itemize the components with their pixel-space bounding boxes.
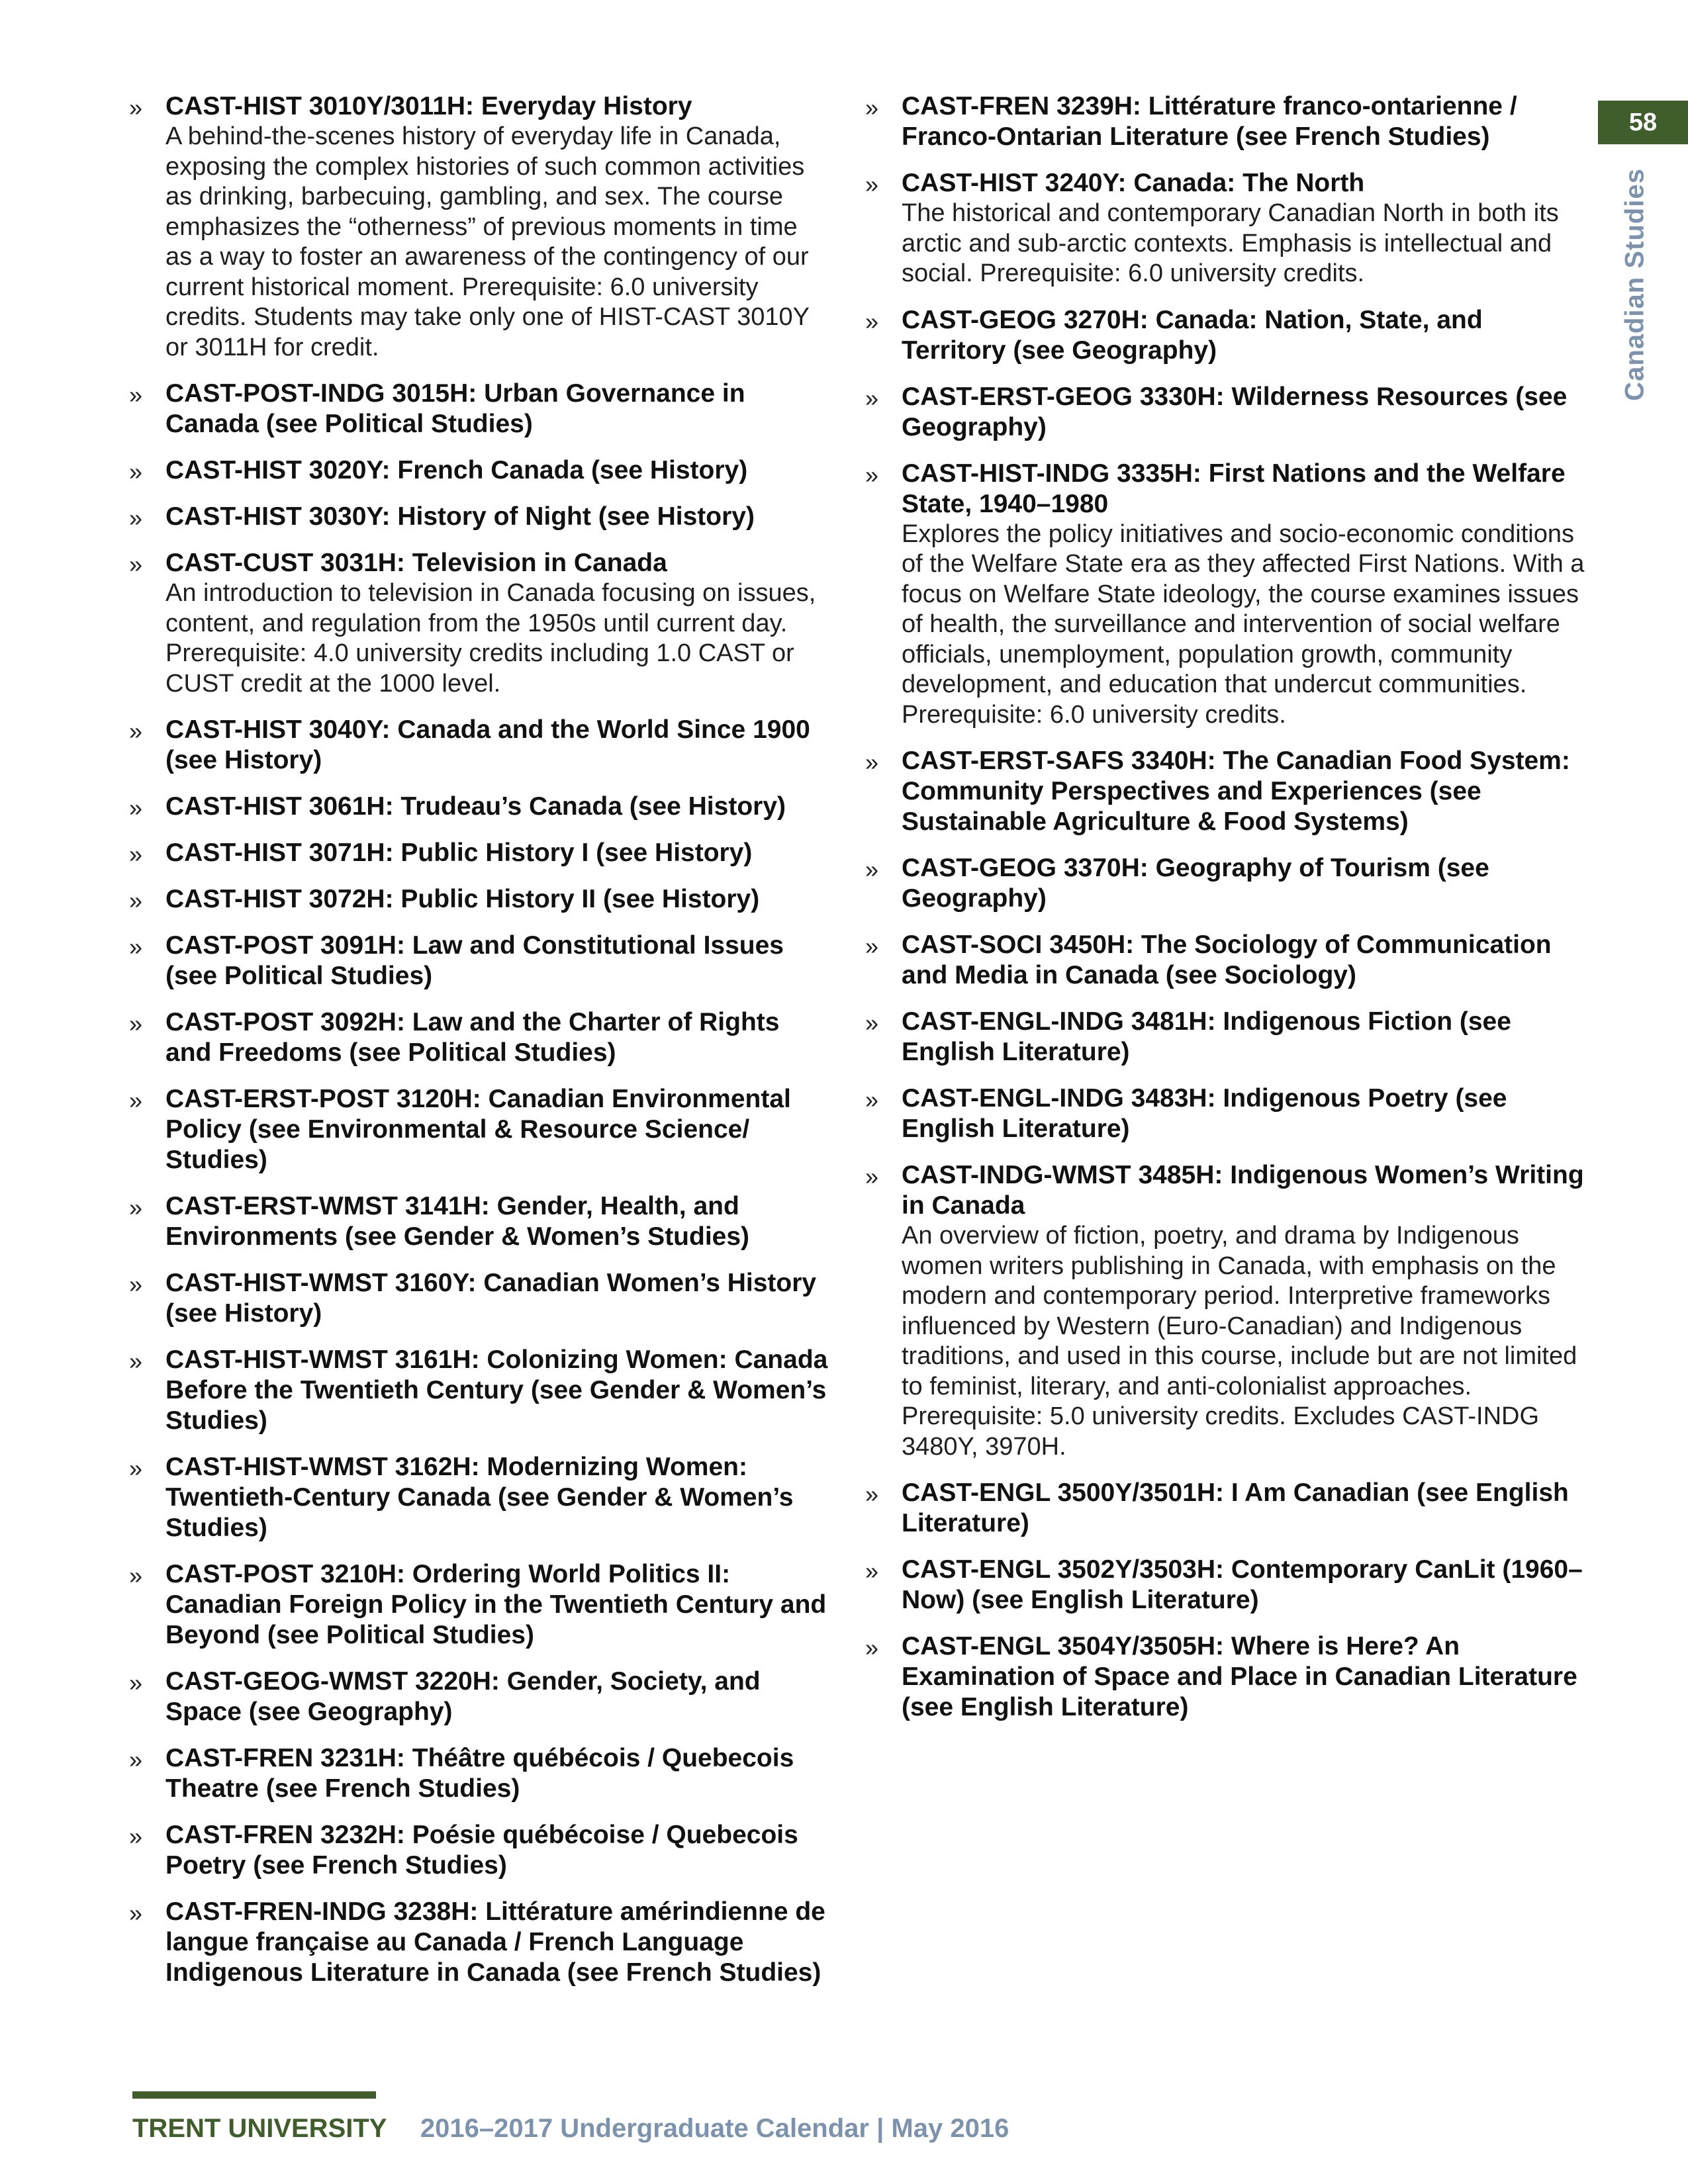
- bullet-icon: »: [129, 717, 143, 745]
- bullet-icon: »: [129, 551, 143, 578]
- course-entry: [129, 1191, 831, 1252]
- course-title: CAST-FREN 3239H: Littérature franco-ontarienne / Franco-Ontarian Literature (see French Studies): [902, 92, 1517, 151]
- course-title: CAST-ENGL 3504Y/3505H: Where is Here? An Examination of Space and Place in Canadian Literature (see English Literature): [902, 1632, 1577, 1721]
- course-title: CAST-INDG-WMST 3485H: Indigenous Women’s Writing in Canada: [902, 1161, 1584, 1220]
- bullet-icon: »: [865, 1480, 879, 1508]
- bullet-icon: »: [129, 1087, 143, 1114]
- course-title: CAST-HIST 3061H: Trudeau’s Canada (see History): [165, 792, 786, 821]
- footer-rule: [132, 2091, 376, 2099]
- course-entry: [865, 168, 1587, 289]
- bullet-icon: »: [865, 94, 879, 121]
- course-entry: [865, 746, 1587, 837]
- course-entry: [129, 91, 831, 363]
- course-entry: [129, 1743, 831, 1804]
- page-number-badge: [1598, 101, 1688, 144]
- course-entry: [129, 838, 831, 868]
- bullet-icon: »: [865, 307, 879, 335]
- course-title: CAST-ENGL 3502Y/3503H: Contemporary CanLit (1960–Now) (see English Literature): [902, 1555, 1583, 1614]
- bullet-icon: »: [865, 856, 879, 883]
- course-entry: [129, 1559, 831, 1651]
- bullet-icon: »: [129, 1271, 143, 1298]
- course-entry: [865, 1083, 1587, 1144]
- page-number: 58: [1628, 108, 1658, 136]
- bullet-icon: »: [865, 1086, 879, 1113]
- section-tab: [1615, 168, 1655, 401]
- course-entry: [129, 792, 831, 822]
- footer-university: TRENT UNIVERSITY: [132, 2114, 387, 2143]
- course-description: Explores the policy initiatives and socio-economic conditions of the Welfare State era as they affected First Nations. With a focus on Welfare State ideology, the course examines issues of health, the surveillance and intervention of social welfare officials, unemployment, population growth, community development, and education that undercut communities. Prerequisite: 6.0 university credits.: [902, 520, 1585, 729]
- course-entry: [865, 459, 1587, 731]
- right-column: [865, 91, 1587, 1739]
- bullet-icon: »: [865, 1634, 879, 1661]
- bullet-icon: »: [129, 887, 143, 914]
- course-title: CAST-GEOG-WMST 3220H: Gender, Society, and Space (see Geography): [165, 1667, 761, 1726]
- bullet-icon: »: [129, 1347, 143, 1375]
- course-title: CAST-FREN-INDG 3238H: Littérature amérindienne de langue française au Canada / French Language Indigenous Literature in Canada (see French Studies): [165, 1897, 825, 1987]
- course-title: CAST-SOCI 3450H: The Sociology of Communication and Media in Canada (see Sociology): [902, 931, 1552, 989]
- course-entry: [129, 1007, 831, 1068]
- course-title: CAST-GEOG 3370H: Geography of Tourism (see Geography): [902, 854, 1489, 913]
- course-entry: [129, 1345, 831, 1436]
- course-title: CAST-ERST-GEOG 3330H: Wilderness Resources (see Geography): [902, 382, 1568, 441]
- bullet-icon: »: [865, 461, 879, 488]
- bullet-icon: »: [865, 933, 879, 960]
- footer: [132, 2111, 1009, 2146]
- course-entry: [129, 1897, 831, 1988]
- course-entry: [129, 1084, 831, 1175]
- bullet-icon: »: [865, 384, 879, 412]
- bullet-icon: »: [129, 1194, 143, 1221]
- course-title: CAST-ERST-POST 3120H: Canadian Environmental Policy (see Environmental & Resource Science/ Studies): [165, 1085, 791, 1174]
- course-title: CAST-HIST 3071H: Public History I (see History): [165, 839, 753, 867]
- course-entry: [129, 379, 831, 439]
- bullet-icon: »: [865, 1557, 879, 1584]
- course-entry: [865, 1160, 1587, 1462]
- course-title: CAST-HIST 3040Y: Canada and the World Since 1900 (see History): [165, 715, 810, 774]
- course-title: CAST-FREN 3232H: Poésie québécoise / Quebecois Poetry (see French Studies): [165, 1821, 798, 1880]
- course-title: CAST-CUST 3031H: Television in Canada: [165, 549, 667, 577]
- bullet-icon: »: [129, 1455, 143, 1482]
- bullet-icon: »: [129, 1669, 143, 1696]
- course-description: A behind-the-scenes history of everyday life in Canada, exposing the complex histories of such common activities as drinking, barbecuing, gambling, and sex. The course emphasizes the “otherness” of previous moments in time as a way to foster an awareness of the contingency of our current historical moment. Prerequisite: 6.0 university credits. Students may take only one of HIST-CAST 3010Y or 3011H for credit.: [165, 122, 810, 361]
- bullet-icon: »: [865, 1163, 879, 1190]
- course-entry: [865, 1007, 1587, 1068]
- course-title: CAST-POST 3210H: Ordering World Politics II: Canadian Foreign Policy in the Twentieth Century and Beyond (see Political Studies): [165, 1560, 827, 1649]
- course-entry: [865, 1478, 1587, 1539]
- course-title: CAST-HIST 3020Y: French Canada (see History): [165, 456, 748, 484]
- course-title: CAST-HIST 3240Y: Canada: The North: [902, 169, 1365, 197]
- course-entry: [129, 548, 831, 699]
- course-title: CAST-FREN 3231H: Théâtre québécois / Quebecois Theatre (see French Studies): [165, 1744, 794, 1803]
- course-title: CAST-HIST-WMST 3162H: Modernizing Women: Twentieth-Century Canada (see Gender & Women’s Studies): [165, 1453, 794, 1542]
- course-entry: [129, 931, 831, 991]
- course-title: CAST-ERST-WMST 3141H: Gender, Health, and Environments (see Gender & Women’s Studies): [165, 1192, 750, 1251]
- section-label: Canadian Studies: [1620, 168, 1650, 401]
- course-title: CAST-ERST-SAFS 3340H: The Canadian Food System: Community Perspectives and Experiences (see Sustainable Agriculture & Food Systems): [902, 747, 1570, 836]
- course-title: CAST-ENGL-INDG 3483H: Indigenous Poetry (see English Literature): [902, 1084, 1507, 1143]
- course-title: CAST-HIST-INDG 3335H: First Nations and the Welfare State, 1940–1980: [902, 459, 1566, 518]
- bullet-icon: »: [129, 1010, 143, 1037]
- bullet-icon: »: [865, 749, 879, 776]
- left-column: [129, 91, 831, 2004]
- course-entry: [129, 1666, 831, 1727]
- course-title: CAST-HIST 3030Y: History of Night (see History): [165, 502, 755, 531]
- bullet-icon: »: [129, 794, 143, 821]
- bullet-icon: »: [129, 1823, 143, 1850]
- course-entry: [865, 930, 1587, 991]
- course-entry: [129, 715, 831, 776]
- course-title: CAST-GEOG 3270H: Canada: Nation, State, and Territory (see Geography): [902, 305, 1483, 365]
- course-description: An overview of fiction, poetry, and drama by Indigenous women writers publishing in Canada, with emphasis on the modern and contemporary period. Interpretive frameworks influenced by Western (Euro-Canadian) and Indigenous traditions, and used in this course, include but are not limited to feminist, literary, and anti-colonialist approaches. Prerequisite: 5.0 university credits. Excludes CAST-INDG 3480Y, 3970H.: [902, 1222, 1577, 1461]
- bullet-icon: »: [129, 94, 143, 121]
- course-entry: [865, 382, 1587, 443]
- course-title: CAST-HIST-WMST 3160Y: Canadian Women’s History (see History): [165, 1269, 817, 1328]
- course-entry: [865, 853, 1587, 914]
- bullet-icon: »: [129, 458, 143, 485]
- footer-calendar: 2016–2017 Undergraduate Calendar | May 2016: [420, 2114, 1009, 2143]
- course-title: CAST-POST 3091H: Law and Constitutional Issues (see Political Studies): [165, 931, 784, 990]
- course-entry: [129, 1268, 831, 1329]
- bullet-icon: »: [129, 841, 143, 868]
- course-title: CAST-HIST-WMST 3161H: Colonizing Women: Canada Before the Twentieth Century (see Gender & Women’s Studies): [165, 1345, 828, 1435]
- course-entry: [129, 884, 831, 915]
- course-description: The historical and contemporary Canadian North in both its arctic and sub-arctic contexts. Emphasis is intellectual and social. Prerequisite: 6.0 university credits.: [902, 199, 1559, 287]
- course-entry: [129, 502, 831, 532]
- course-entry: [865, 91, 1587, 152]
- course-title: CAST-HIST 3072H: Public History II (see History): [165, 885, 760, 913]
- bullet-icon: »: [865, 1009, 879, 1036]
- course-entry: [865, 305, 1587, 366]
- course-entry: [129, 1452, 831, 1543]
- course-entry: [865, 1631, 1587, 1723]
- bullet-icon: »: [129, 381, 143, 408]
- course-description: An introduction to television in Canada focusing on issues, content, and regulation from the 1950s until current day. Prerequisite: 4.0 university credits including 1.0 CAST or CUST credit at the 1000 level.: [165, 579, 816, 698]
- bullet-icon: »: [129, 504, 143, 531]
- course-title: CAST-HIST 3010Y/3011H: Everyday History: [165, 92, 692, 120]
- course-title: CAST-POST 3092H: Law and the Charter of Rights and Freedoms (see Political Studies): [165, 1008, 780, 1067]
- course-title: CAST-ENGL 3500Y/3501H: I Am Canadian (see English Literature): [902, 1479, 1569, 1537]
- bullet-icon: »: [865, 171, 879, 198]
- course-title: CAST-ENGL-INDG 3481H: Indigenous Fiction (see English Literature): [902, 1007, 1511, 1066]
- course-entry: [865, 1555, 1587, 1615]
- course-entry: [129, 1820, 831, 1881]
- course-entry: [129, 455, 831, 486]
- course-title: CAST-POST-INDG 3015H: Urban Governance in Canada (see Political Studies): [165, 379, 745, 438]
- bullet-icon: »: [129, 933, 143, 960]
- bullet-icon: »: [129, 1562, 143, 1589]
- bullet-icon: »: [129, 1746, 143, 1773]
- bullet-icon: »: [129, 1899, 143, 1927]
